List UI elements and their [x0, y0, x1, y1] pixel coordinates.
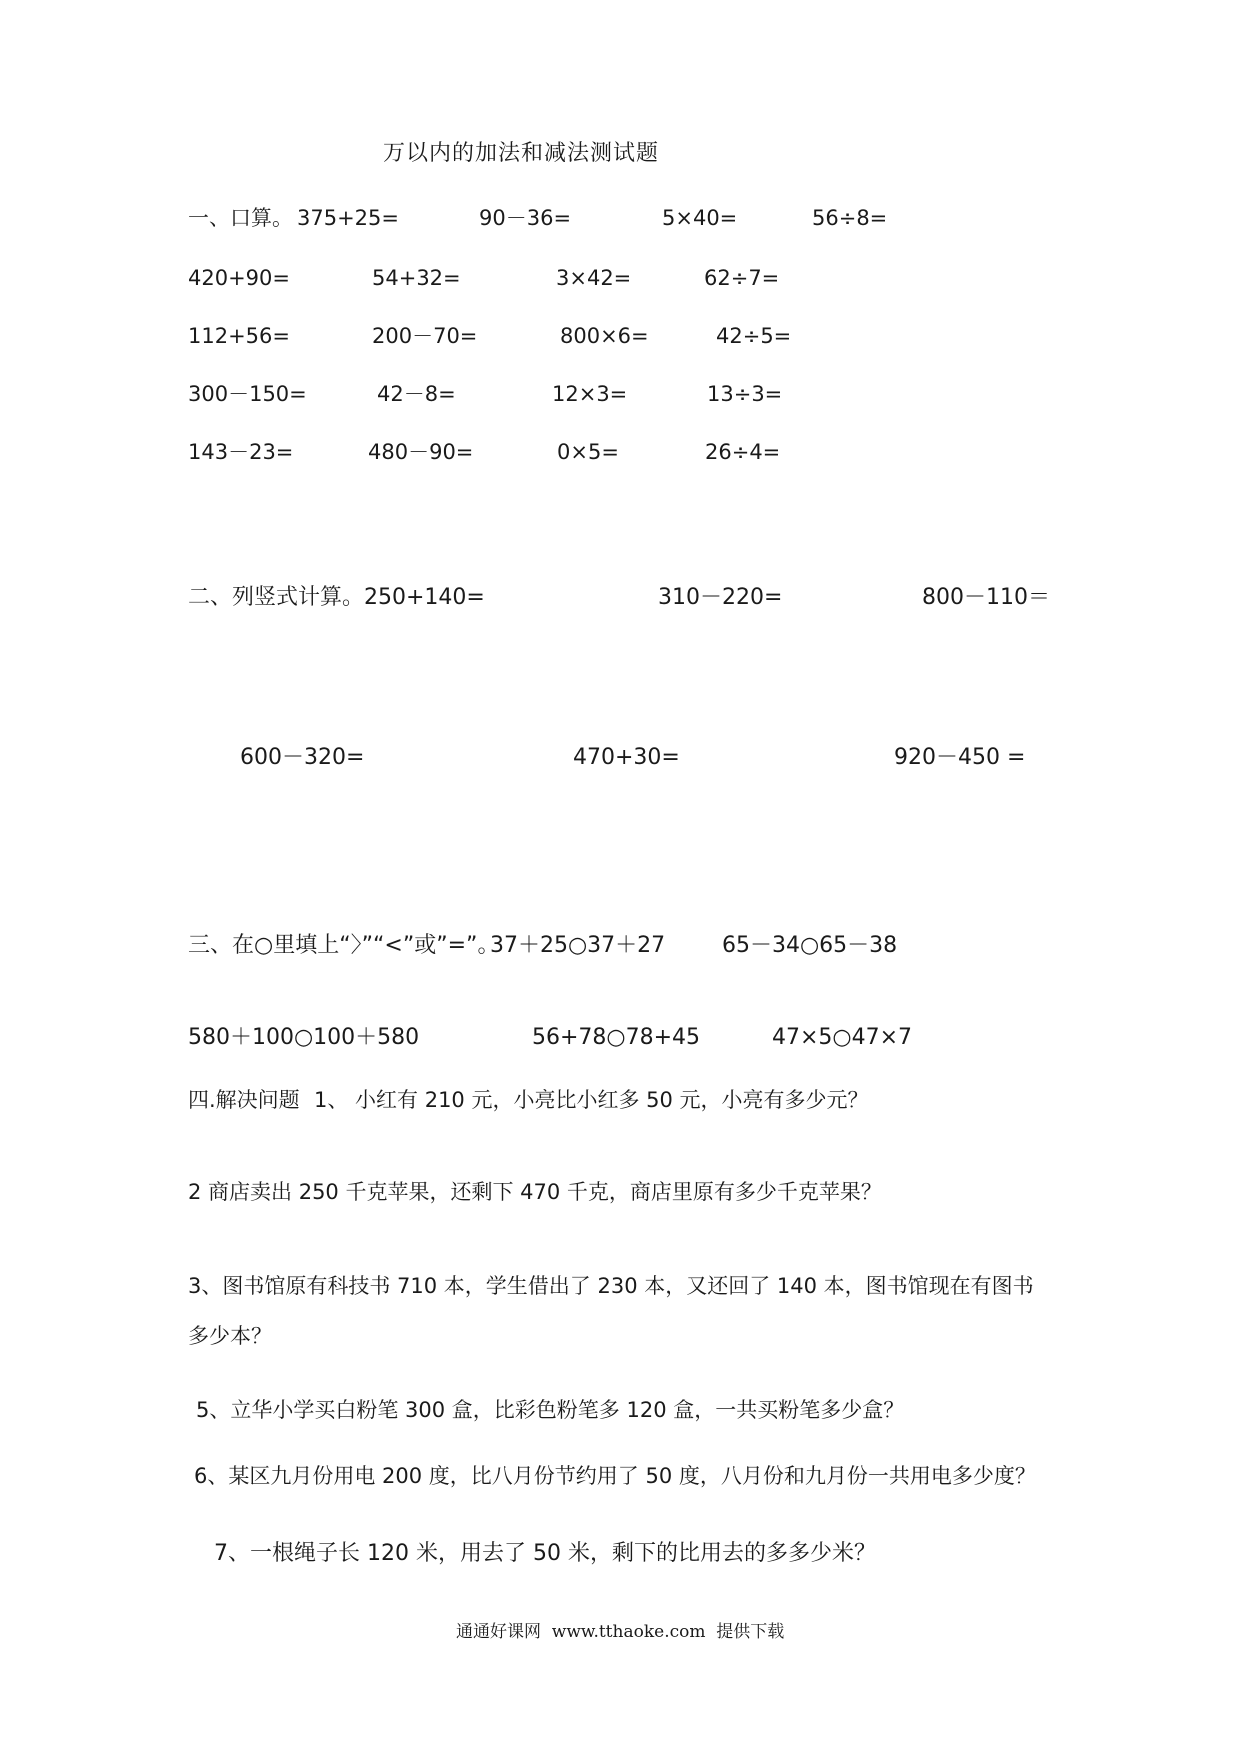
calc-item: 800×6= [560, 324, 649, 348]
page-title: 万以内的加法和减法测试题 [383, 141, 660, 166]
vertical-calc-item: 310－220= [658, 585, 783, 610]
section3-heading: 三、在○里填上“〉”“<”或”=”。 [188, 933, 500, 958]
calc-item: 13÷3= [707, 382, 783, 406]
vertical-calc-item: 800－110＝ [922, 585, 1050, 610]
vertical-calc-item: 600－320= [240, 745, 365, 770]
calc-item: 143－23= [188, 440, 294, 464]
calc-item: 26÷4= [705, 440, 781, 464]
calc-item: 480－90= [368, 440, 474, 464]
calc-item: 420+90= [188, 266, 290, 290]
calc-item: 5×40= [662, 206, 738, 230]
vertical-calc-item: 470+30= [573, 745, 680, 770]
compare-item: 65－34○65－38 [722, 933, 898, 958]
section1-heading: 一、口算。 [188, 206, 293, 230]
word-problem-continued: 多少本？ [188, 1324, 272, 1348]
calc-item: 90－36= [479, 206, 572, 230]
calc-item: 3×42= [556, 266, 632, 290]
calc-item: 54+32= [372, 266, 461, 290]
compare-item: 580＋100○100＋580 [188, 1025, 420, 1050]
word-problem: 6、某区九月份用电 200 度，比八月份节约用了 50 度，八月份和九月份一共用电多少度？ [194, 1464, 1036, 1488]
word-problem: 7、一根绳子长 120 米，用去了 50 米，剩下的比用去的多多少米？ [214, 1541, 876, 1566]
compare-item: 47×5○47×7 [772, 1025, 913, 1050]
word-problem: 1、 小红有 210 元，小亮比小红多 50 元，小亮有多少元？ [314, 1088, 869, 1112]
calc-item: 300－150= [188, 382, 307, 406]
section4-heading: 四.解决问题 [188, 1088, 300, 1112]
calc-item: 42－8= [377, 382, 456, 406]
calc-item: 112+56= [188, 324, 290, 348]
calc-item: 12×3= [552, 382, 628, 406]
word-problem: 3、图书馆原有科技书 710 本，学生借出了 230 本，又还回了 140 本，图书馆现在有图书 [188, 1274, 1034, 1298]
compare-item: 37＋25○37＋27 [490, 933, 666, 958]
calc-item: 56÷8= [812, 206, 888, 230]
word-problem: 5、立华小学买白粉笔 300 盒，比彩色粉笔多 120 盒，一共买粉笔多少盒？ [196, 1398, 905, 1422]
compare-item: 56+78○78+45 [532, 1025, 701, 1050]
calc-item: 42÷5= [716, 324, 792, 348]
section2-heading: 二、列竖式计算。 [188, 585, 365, 610]
vertical-calc-item: 250+140= [364, 585, 485, 610]
footer-credit: 通通好课网 www.tthaoke.com 提供下载 [456, 1622, 785, 1642]
word-problem: 2 商店卖出 250 千克苹果，还剩下 470 千克，商店里原有多少千克苹果？ [188, 1180, 882, 1204]
calc-item: 0×5= [557, 440, 619, 464]
calc-item: 62÷7= [704, 266, 780, 290]
calc-item: 200－70= [372, 324, 478, 348]
vertical-calc-item: 920－450 = [894, 745, 1026, 770]
calc-item: 375+25= [297, 206, 399, 230]
